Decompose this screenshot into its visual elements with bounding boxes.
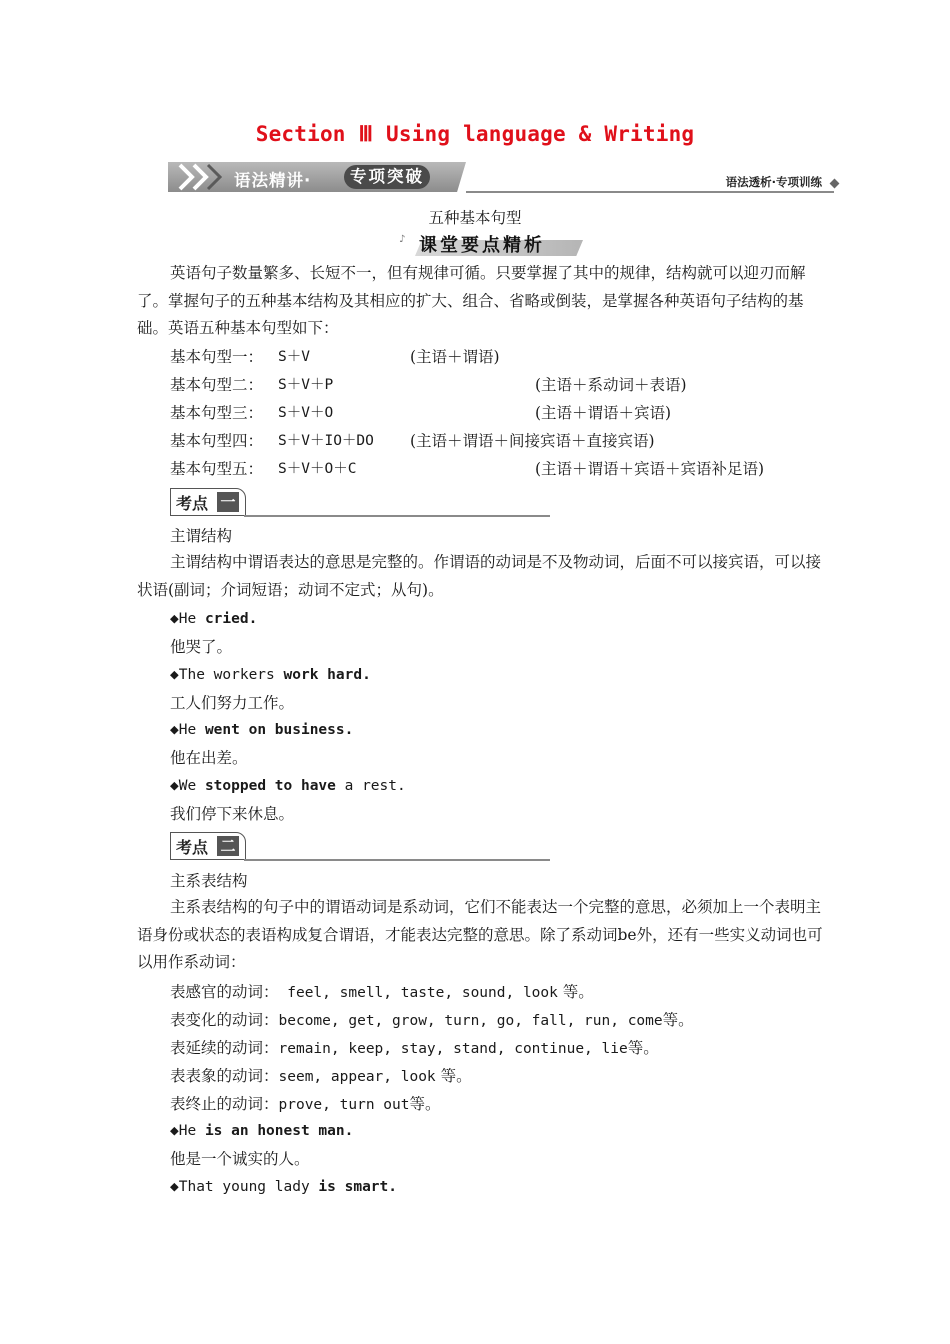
example-translation: 他哭了。 [170,638,233,656]
point1-title: 主谓结构 [170,527,233,545]
pattern-label: 基本句型一： [170,348,264,366]
point-tag-2 [170,832,550,862]
pattern-formula: S＋V＋IO＋DO [278,433,374,449]
verb-group [170,1038,659,1059]
pattern-formula: S＋V＋O [278,405,334,421]
verb-group [170,1094,440,1115]
pattern-label: 基本句型五： [170,460,264,478]
diamond-bullet-icon: ◆ [170,667,179,683]
verb-group-end: 等。 [409,1095,441,1113]
example-bold: stopped to have [204,778,336,794]
verb-group-end: 等。 [662,1011,694,1029]
pattern-formula: S＋V [278,349,310,365]
example-sentence [170,665,371,685]
verb-group-label: 表感官的动词： [170,983,279,1001]
example-text: He [178,1123,205,1139]
pattern-meaning: (主语＋谓语＋宾语) [535,404,672,422]
verb-group-label: 表终止的动词： [170,1095,279,1113]
diamond-bullet-icon: ◆ [170,722,179,738]
diamond-bullet-icon: ◆ [170,1123,179,1139]
verb-group-words: remain, keep, stay, stand, continue, lie [278,1041,628,1057]
example-translation: 他是一个诚实的人。 [170,1150,310,1168]
intro-paragraph: 英语句子数量繁多、长短不一，但有规律可循。只要掌握了其中的规律，结构就可以迎刃而解了。掌握句子的五种基本结构及其相应的扩大、组合、省略或倒装，是掌握各种英语句子结构的基础。英语五种基本句型如下： [137,264,806,338]
example-translation: 他在出差。 [170,749,248,767]
point-tag-number: 二 [217,836,239,856]
banner-right-text: 语法透析·专项训练 [725,175,822,189]
example-sentence [170,720,353,740]
point2-title: 主系表结构 [170,872,248,890]
diamond-bullet-icon: ◆ [170,778,179,794]
point-tag-box [170,832,246,860]
point1-desc: 主谓结构中谓语表达的意思是完整的。作谓语的动词是不及物动词，后面不可以接宾语，可以接状语(副词；介词短语；动词不定式；从句)。 [137,553,822,599]
verb-group-words: become, get, grow, turn, go, fall, run, come [278,1013,663,1029]
point-tag-rule [244,515,550,517]
subtitle: 五种基本句型 [428,209,522,227]
example-translation: 工人们努力工作。 [170,694,295,712]
diamond-bullet-icon: ◆ [170,1179,179,1195]
lesson-header-text: 课堂要点精析 [419,235,545,256]
pattern-label: 基本句型四： [170,432,264,450]
example-translation: 我们停下来休息。 [170,805,295,823]
example-text: The workers [178,667,284,683]
pattern-formula: S＋V＋O＋C [278,461,357,477]
verb-group [170,1010,694,1031]
point-tag-box [170,488,246,516]
point-tag-text: 考点 [176,494,209,513]
pattern-formula: S＋V＋P [278,377,334,393]
diamond-icon [830,179,840,189]
verb-group-words: feel, smell, taste, sound, look [278,985,558,1001]
verb-group-words: prove, turn out [278,1097,410,1113]
pattern-meaning: (主语＋谓语＋间接宾语＋直接宾语) [410,432,655,450]
verb-group-words: seem, appear, look [278,1069,436,1085]
pattern-label: 基本句型三： [170,404,264,422]
example-sentence [170,1121,353,1141]
example-sentence [170,776,406,796]
diamond-bullet-icon: ◆ [170,611,179,627]
example-sentence [170,609,257,629]
verb-group-label: 表延续的动词： [170,1039,279,1057]
pattern-row [170,459,765,479]
verb-group [170,1066,472,1087]
pattern-meaning: (主语＋谓语＋宾语＋宾语补足语) [535,460,765,478]
point-tag-text: 考点 [176,838,209,857]
lesson-header [397,230,587,260]
point2-desc: 主系表结构的句子中的谓语动词是系动词，它们不能表达一个完整的意思，必须加上一个表明主语身份或状态的表语构成复合谓语，才能表达完整的意思。除了系动词be外，还有一些实义动词也可以用作系动词： [137,898,823,972]
example-sentence [170,1177,397,1197]
lesson-mark-icon: ♪ [399,234,406,245]
pattern-label: 基本句型二： [170,376,264,394]
point-tag-rule [244,859,550,861]
example-bold: cried. [204,611,258,627]
example-bold: work hard. [283,667,371,683]
verb-group-label: 表表象的动词： [170,1067,279,1085]
example-text: We [178,778,205,794]
point-tag-1 [170,488,550,518]
pattern-meaning: (主语＋系动词＋表语) [535,376,687,394]
example-text: He [178,722,205,738]
section-title: Section Ⅲ Using language & Writing [255,122,695,146]
verb-group-end: 等。 [627,1039,659,1057]
pattern-row [170,347,500,367]
pattern-row [170,375,687,395]
example-text: a rest. [335,778,406,794]
example-text: That young lady [178,1179,319,1195]
example-bold: is an honest man. [204,1123,354,1139]
point-tag-number: 一 [217,492,239,512]
banner-left-text: 语法精讲· [234,171,312,190]
verb-group-end: 等。 [557,983,594,1001]
example-bold: went on business. [204,722,354,738]
pattern-row [170,431,655,451]
verb-group-end: 等。 [435,1067,472,1085]
double-chevron-icon [176,162,226,192]
section-banner [168,160,840,196]
banner-pill-text: 专项突破 [344,165,430,189]
pattern-row [170,403,672,423]
verb-group [170,982,594,1003]
example-bold: is smart. [318,1179,397,1195]
pattern-meaning: (主语＋谓语) [410,348,500,366]
example-text: He [178,611,205,627]
verb-group-label: 表变化的动词： [170,1011,279,1029]
banner-rule [466,191,834,193]
